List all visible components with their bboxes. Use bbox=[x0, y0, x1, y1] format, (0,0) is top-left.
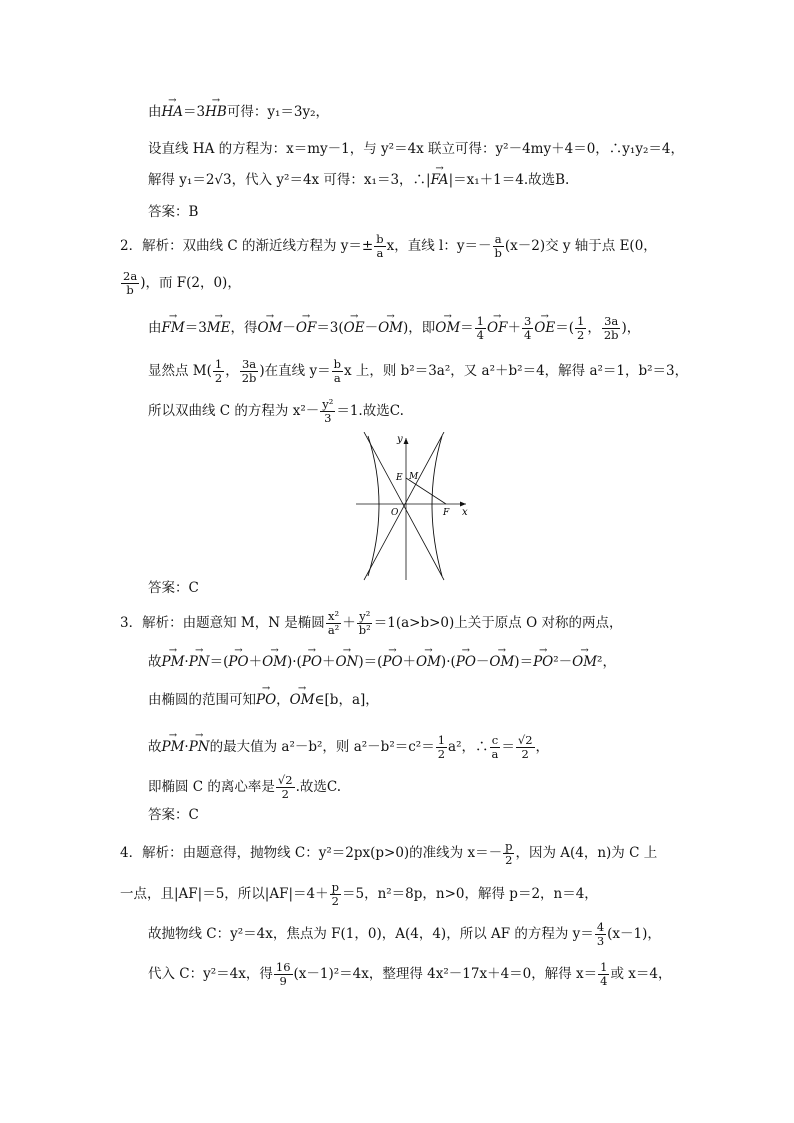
answer-line: 答案：B bbox=[148, 204, 199, 220]
text-line: 故抛物线 C：y²＝4x，焦点为 F(1，0)，A(4，4)，所以 AF 的方程为 y＝ $\frac{4}{3}$ (x－1)， bbox=[148, 920, 661, 948]
text-line: 一点，且|AF|＝5，所以|AF|＝4＋ $\frac{p}{2}$ ＝5，n²＝8p，n>0，解得 p＝2，n＝4， bbox=[120, 880, 598, 908]
text-line: 即椭圆 C 的离心率是 $\frac{√2}{2}$ .故选C. bbox=[148, 773, 342, 801]
text-line: 故→ PM·→ PN的最大值为 a²－b²，则 a²－b²＝c²＝ $\frac{1}{2}$ a²，∴ $\frac{c}{a}$ ＝ $\frac{√2}{2}$ ， bbox=[148, 734, 549, 761]
text-line: 由→ FM＝3→ ME，得→ OM－→ OF＝3(→ OE－→ OM)，即→ OM＝ $\frac{1}{4}$ → OF＋ $\frac{3}{4}$ → OE＝( $\frac{1}{2}$ ， $\frac{3a}{2b}$ )， bbox=[148, 315, 640, 342]
answer-line: 答案：C bbox=[148, 580, 199, 596]
point-e-label: E bbox=[396, 473, 403, 483]
text-line: 设直线 HA 的方程为：x＝my－1，与 y²＝4x 联立可得：y²－4my＋4＝0，∴y₁y₂＝4， bbox=[148, 141, 684, 157]
text-line: 代入 C：y²＝4x，得 $\frac{16}{9}$ (x－1)²＝4x，整理得 4x²－17x＋4＝0，解得 x＝ $\frac{1}{4}$ 或 x＝4， bbox=[148, 960, 672, 988]
x-axis-label: x bbox=[462, 507, 468, 518]
text-line: 4．解析：由题意得，抛物线 C：y²＝2px(p>0)的准线为 x＝－ $\frac{p}{2}$ ，因为 A(4，n)为 C 上 bbox=[120, 839, 658, 867]
y-axis-label: y bbox=[397, 434, 403, 445]
text-line: 所以双曲线 C 的方程为 x²－ $\frac{\text{y²}}{3}$ ＝1.故选C. bbox=[148, 397, 404, 425]
hyperbola-figure bbox=[346, 432, 476, 582]
answer-line: 答案：C bbox=[148, 807, 199, 823]
text-line: 解得 y₁＝2√3，代入 y²＝4x 可得：x₁＝3，∴|→ FA|＝x₁＋1＝4.故选B. bbox=[148, 170, 569, 190]
point-m-label: M bbox=[409, 472, 419, 482]
point-f-label: F bbox=[443, 508, 450, 518]
text-line: 由椭圆的范围可知→ PO，→ OM∈[b，a]， bbox=[148, 690, 379, 710]
text-line: 由→ HA＝3→ HB可得：y₁＝3y₂， bbox=[148, 102, 329, 122]
text-line: $\frac{2a}{b}$ )，而 F(2，0)， bbox=[123, 269, 241, 297]
text-line: 显然点 M( $\frac{1}{2}$ ， $\frac{3a}{2b}$ )在直线 y＝ $\frac{b}{a}$ x 上，则 b²＝3a²，又 a²＋b²＝4，解得 a²＝1，b²＝3， bbox=[148, 357, 689, 385]
origin-label: O bbox=[391, 508, 399, 518]
text-line: 2．解析：双曲线 C 的渐近线方程为 y＝± $\frac{b}{a}$ x，直线 l：y＝－ $\frac{a}{b}$ (x－2)交 y 轴于点 E(0， bbox=[120, 232, 657, 260]
text-line: 故→ PM·→ PN＝(→ PO＋→ OM)·(→ PO＋→ ON)＝(→ PO＋→ OM)·(→ PO－→ OM)＝→ PO²－→ OM²， bbox=[148, 652, 616, 672]
text-line: 3．解析：由题意知 M，N 是椭圆 $\frac{\text{x²}}{\text{a²}}$ ＋ $\frac{\text{y²}}{\text{b²}}$ ＝1(a>b>0)上关于原点 O 对称的两点， bbox=[120, 609, 623, 637]
